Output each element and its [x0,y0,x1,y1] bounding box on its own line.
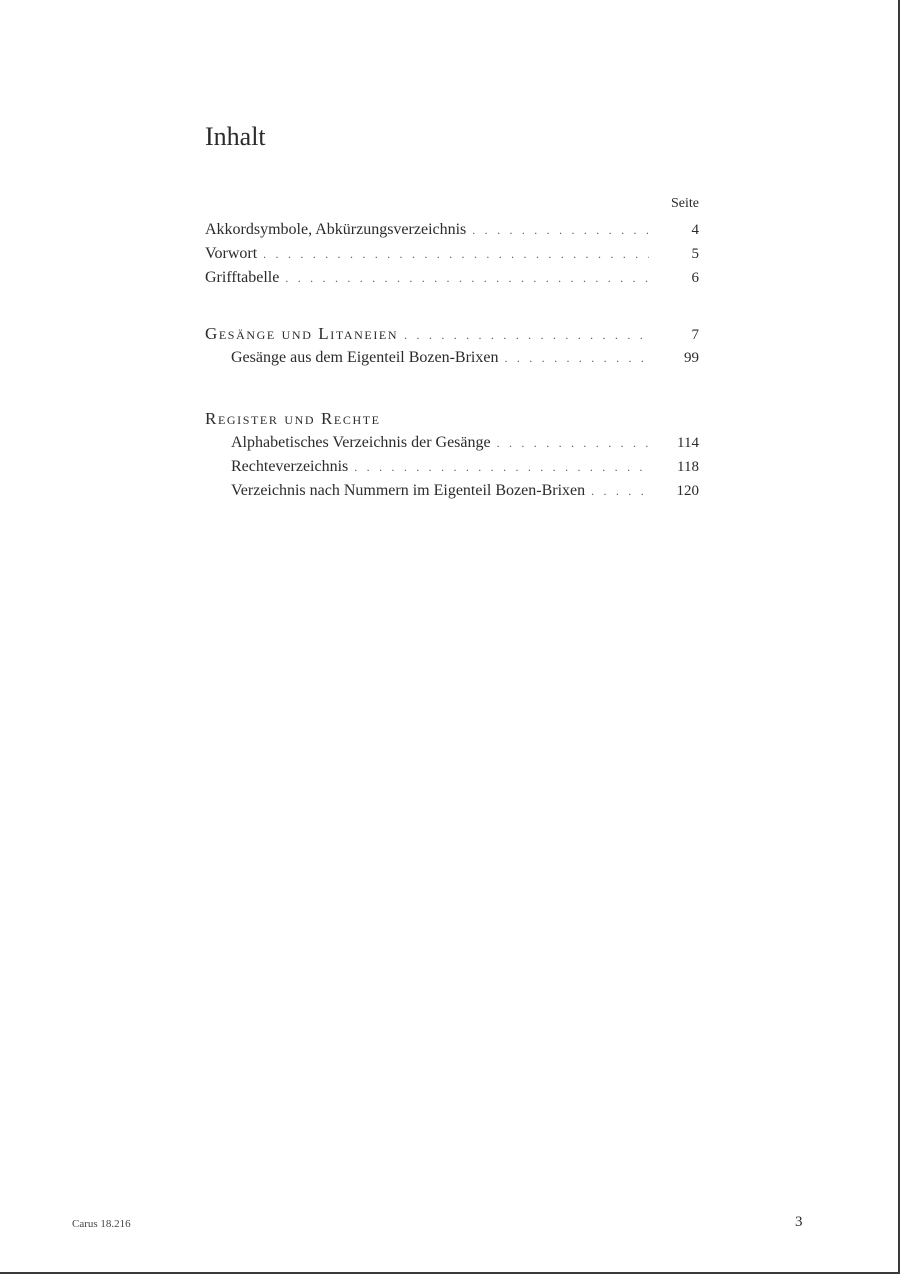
dot-leader [263,242,649,266]
section-heading-label: Register und Rechte [205,409,381,428]
toc-entry-label: Gesänge aus dem Eigenteil Bozen-Brixen [231,349,499,366]
section-heading-label: Gesänge und Litaneien [205,324,399,343]
dot-leader [472,218,649,242]
toc-entry-page: 118 [677,459,699,475]
toc-entry-page: 5 [691,246,699,262]
dot-leader [354,455,649,479]
footer-page-number: 3 [795,1214,803,1230]
toc-entry-page: 6 [691,270,699,286]
toc-entry-page: 7 [691,327,699,343]
toc-section-heading [205,407,699,431]
toc-entry[interactable] [205,455,699,479]
toc-entry-page: 120 [676,483,699,499]
toc-entry-page: 4 [691,222,699,238]
toc-entry[interactable] [205,218,699,242]
toc-entry-label: Vorwort [205,245,258,262]
dot-leader [404,323,649,347]
dot-leader [497,431,649,455]
toc-entry-label: Alphabetisches Verzeichnis der Gesänge [231,434,491,451]
dot-leader [285,266,649,290]
toc-entry-page: 99 [684,350,699,366]
toc-entry-label: Verzeichnis nach Nummern im Eigenteil Bozen-Brixen [231,482,586,499]
toc-entry[interactable] [205,479,699,503]
footer-catalog-number: Carus 18.216 [72,1218,131,1230]
toc-entry-page: 114 [677,435,699,451]
toc-entry[interactable] [205,346,699,370]
toc-entry-label: Grifftabelle [205,269,280,286]
toc-entry[interactable] [205,242,699,266]
toc-entry[interactable] [205,266,699,290]
dot-leader [504,346,649,370]
page-title: Inhalt [205,122,266,151]
table-of-contents [205,194,699,503]
toc-section-heading[interactable] [205,322,699,346]
toc-entry-label: Akkordsymbole, Abkürzungsverzeichnis [205,221,467,238]
toc-entry-label: Rechteverzeichnis [231,458,349,475]
dot-leader [591,479,649,503]
page-column-header: Seite [671,196,699,211]
toc-entry[interactable] [205,431,699,455]
